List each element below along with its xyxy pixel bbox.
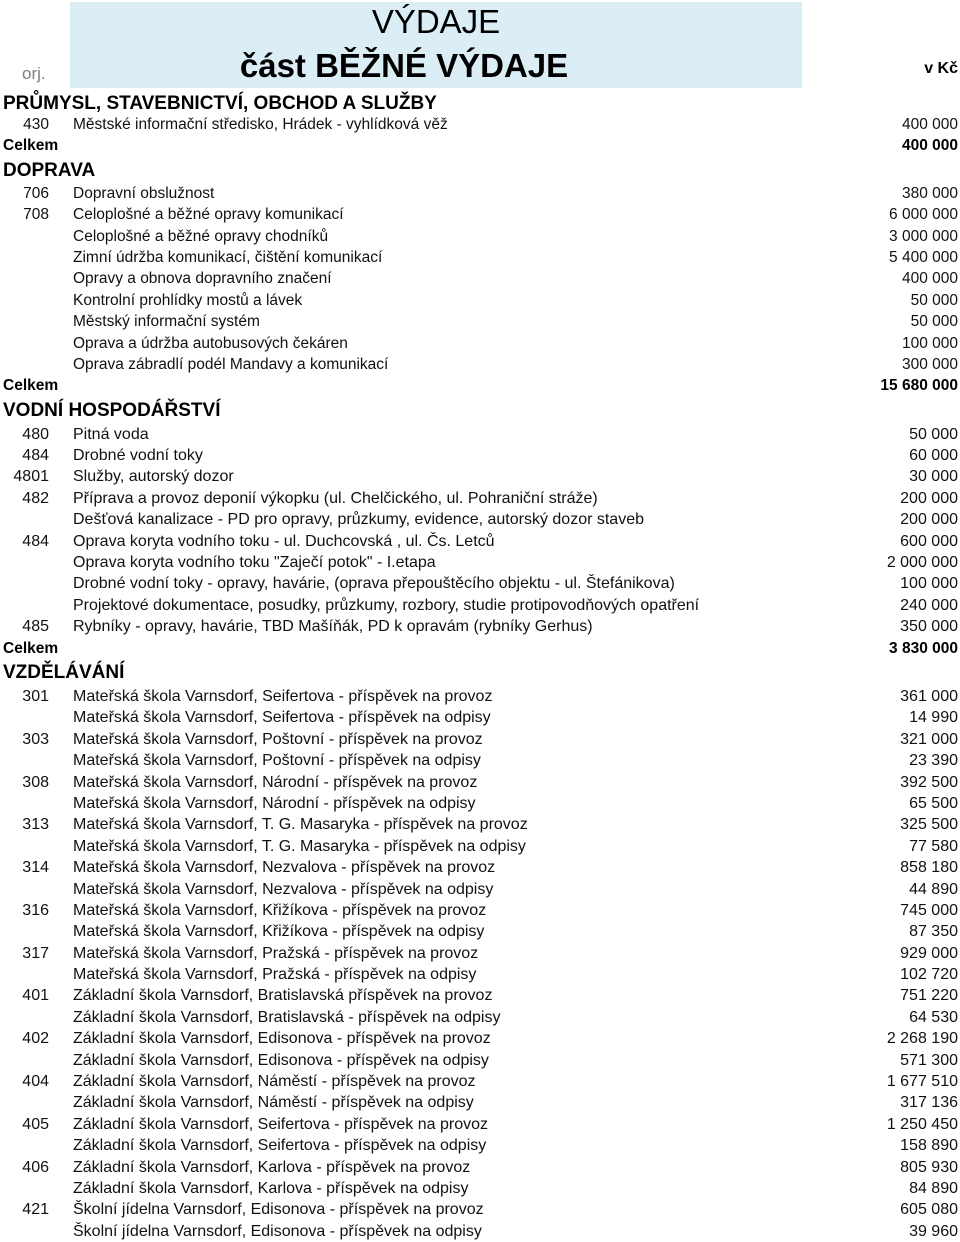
row-name: Základní škola Varnsdorf, Bratislavská - příspěvek na odpisy (73, 1008, 501, 1026)
table-row (0, 1199, 960, 1220)
table-row (0, 943, 960, 964)
table-row (0, 183, 960, 204)
table-row (0, 552, 960, 573)
row-amount: 2 268 190 (886, 1030, 958, 1048)
row-code: 4801 (13, 468, 49, 486)
table-row (0, 311, 960, 332)
row-amount: 325 500 (900, 816, 958, 834)
table-row (0, 793, 960, 814)
table-row (0, 333, 960, 354)
row-amount: 65 500 (909, 794, 958, 812)
row-amount: 23 390 (909, 752, 958, 770)
row-name: Drobné vodní toky - opravy, havárie, (oprava přepouštěcího objektu - ul. Štefánikova) (73, 575, 675, 593)
row-name: Mateřská škola Varnsdorf, T. G. Masaryka - příspěvek na provoz (73, 816, 528, 834)
table-row (0, 1114, 960, 1135)
total-label: Celkem (3, 377, 59, 395)
table-row (0, 226, 960, 247)
row-name: Školní jídelna Varnsdorf, Edisonova - příspěvek na provoz (73, 1201, 484, 1219)
row-amount: 571 300 (900, 1051, 958, 1069)
table-row (0, 290, 960, 311)
row-name: Mateřská škola Varnsdorf, Nezvalova - příspěvek na provoz (73, 859, 496, 877)
row-name: Dešťová kanalizace - PD pro opravy, průzkumy, evidence, autorský dozor staveb (73, 511, 644, 529)
row-name: Mateřská škola Varnsdorf, T. G. Masaryka - příspěvek na odpisy (73, 837, 526, 855)
row-code: 314 (22, 859, 49, 877)
row-code: 484 (22, 447, 49, 465)
row-name: Mateřská škola Varnsdorf, Nezvalova - příspěvek na odpisy (73, 880, 494, 898)
row-name: Školní jídelna Varnsdorf, Edisonova - příspěvek na odpisy (73, 1222, 482, 1240)
row-amount: 300 000 (901, 355, 958, 373)
section-title: PRŮMYSL, STAVEBNICTVÍ, OBCHOD A SLUŽBY (3, 93, 437, 114)
row-amount: 5 400 000 (889, 248, 958, 266)
table-row (0, 114, 960, 135)
table-row (0, 1007, 960, 1028)
table-row (0, 424, 960, 445)
row-code: 402 (22, 1030, 49, 1048)
row-name: Rybníky - opravy, havárie, TBD Mašíňák, PD k opravám (rybníky Gerhus) (73, 618, 593, 636)
table-row (0, 836, 960, 857)
row-amount: 1 250 450 (886, 1115, 958, 1133)
row-name: Základní škola Varnsdorf, Náměstí - příspěvek na provoz (73, 1073, 476, 1091)
row-code: 406 (22, 1158, 49, 1176)
row-name: Mateřská škola Varnsdorf, Národní - příspěvek na provoz (73, 773, 478, 791)
page-subtitle: část BĚŽNÉ VÝDAJE (239, 47, 569, 84)
section-total-row (0, 135, 960, 156)
row-code: 308 (22, 773, 49, 791)
row-amount: 400 000 (901, 116, 958, 133)
table-row (0, 531, 960, 552)
table-row (0, 247, 960, 268)
row-name: Oprava koryta vodního toku "Zaječí potok" - I.etapa (73, 554, 436, 572)
table-row (0, 509, 960, 530)
row-name: Základní škola Varnsdorf, Seifertova - příspěvek na odpisy (73, 1137, 487, 1155)
row-name: Kontrolní prohlídky mostů a lávek (73, 291, 303, 309)
row-code: 401 (22, 987, 49, 1005)
row-amount: 805 930 (900, 1158, 958, 1176)
table-row (0, 1071, 960, 1092)
row-name: Základní škola Varnsdorf, Edisonova - příspěvek na odpisy (73, 1051, 489, 1069)
row-amount: 745 000 (900, 901, 958, 919)
row-name: Mateřská škola Varnsdorf, Křižíkova - příspěvek na odpisy (73, 923, 485, 941)
table-row (0, 729, 960, 750)
row-amount: 87 350 (909, 923, 958, 941)
row-name: Mateřská škola Varnsdorf, Národní - příspěvek na odpisy (73, 794, 476, 812)
row-name: Mateřská škola Varnsdorf, Pražská - příspěvek na provoz (73, 944, 479, 962)
table-row (0, 1092, 960, 1113)
table-row (0, 1157, 960, 1178)
table-row (0, 1028, 960, 1049)
page-header (0, 0, 960, 90)
row-name: Drobné vodní toky (73, 447, 203, 465)
table-row (0, 204, 960, 225)
row-amount: 14 990 (909, 709, 958, 727)
table-row (0, 857, 960, 878)
row-code: 317 (22, 944, 49, 962)
table-row (0, 1135, 960, 1156)
row-name: Mateřská škola Varnsdorf, Seifertova - příspěvek na provoz (73, 687, 493, 705)
row-amount: 858 180 (900, 859, 958, 877)
row-name: Mateřská škola Varnsdorf, Poštovní - příspěvek na odpisy (73, 752, 481, 770)
total-label: Celkem (3, 639, 59, 657)
row-amount: 600 000 (900, 532, 958, 550)
row-amount: 929 000 (900, 944, 958, 962)
row-code: 405 (22, 1115, 49, 1133)
row-amount: 100 000 (901, 334, 958, 352)
row-amount: 392 500 (900, 773, 958, 791)
row-amount: 380 000 (901, 184, 958, 202)
row-code: 313 (22, 816, 49, 834)
row-amount: 605 080 (900, 1201, 958, 1219)
table-row (0, 879, 960, 900)
row-name: Dopravní obslužnost (73, 184, 215, 202)
row-name: Oprava a údržba autobusových čekáren (73, 334, 348, 352)
row-code: 482 (22, 489, 49, 507)
row-code: 303 (22, 730, 49, 748)
table-row (0, 445, 960, 466)
total-amount: 3 830 000 (889, 639, 958, 657)
row-amount: 60 000 (909, 447, 958, 465)
table-row (0, 985, 960, 1006)
row-amount: 200 000 (900, 511, 958, 529)
row-code: 421 (22, 1201, 49, 1219)
total-amount: 15 680 000 (880, 377, 958, 395)
row-name: Celoplošné a běžné opravy chodníků (73, 227, 329, 245)
row-name: Mateřská škola Varnsdorf, Seifertova - příspěvek na odpisy (73, 709, 491, 727)
row-name: Celoplošné a běžné opravy komunikací (73, 206, 344, 224)
row-code: 301 (22, 687, 49, 705)
section-total-row (0, 638, 960, 659)
table-row (0, 772, 960, 793)
table-row (0, 573, 960, 594)
row-amount: 240 000 (900, 596, 958, 614)
row-name: Městský informační systém (73, 313, 260, 331)
table-row (0, 1050, 960, 1071)
row-code: 480 (22, 425, 49, 443)
row-name: Projektové dokumentace, posudky, průzkumy, rozbory, studie protipovodňových opatření (73, 596, 700, 614)
table-row (0, 964, 960, 985)
row-amount: 3 000 000 (889, 227, 958, 245)
row-name: Městské informační středisko, Hrádek - vyhlídková věž (73, 116, 448, 133)
column-label-orj: orj. (22, 64, 46, 83)
row-amount: 102 720 (900, 966, 958, 984)
row-name: Základní škola Varnsdorf, Edisonova - příspěvek na provoz (73, 1030, 491, 1048)
section-title: VZDĚLÁVÁNÍ (3, 661, 125, 683)
row-name: Pitná voda (73, 425, 149, 443)
row-amount: 30 000 (909, 468, 958, 486)
row-code: 430 (23, 116, 49, 133)
row-name: Příprava a provoz deponií výkopku (ul. Chelčického, ul. Pohraniční stráže) (73, 489, 598, 507)
section-total-row (0, 375, 960, 396)
row-name: Základní škola Varnsdorf, Karlova - příspěvek na odpisy (73, 1179, 469, 1197)
row-amount: 50 000 (909, 425, 958, 443)
row-name: Oprava koryta vodního toku - ul. Duchcovská , ul. Čs. Letců (73, 532, 495, 550)
table-row (0, 268, 960, 289)
row-name: Mateřská škola Varnsdorf, Křižíkova - příspěvek na provoz (73, 901, 487, 919)
section-title: VODNÍ HOSPODÁŘSTVÍ (3, 399, 221, 421)
row-name: Základní škola Varnsdorf, Náměstí - příspěvek na odpisy (73, 1094, 474, 1112)
row-code: 485 (22, 618, 49, 636)
row-amount: 39 960 (909, 1222, 958, 1240)
row-amount: 317 136 (900, 1094, 958, 1112)
row-name: Základní škola Varnsdorf, Karlova - příspěvek na provoz (73, 1158, 471, 1176)
table-row (0, 707, 960, 728)
table-row (0, 1221, 960, 1242)
total-label: Celkem (3, 137, 59, 155)
row-name: Základní škola Varnsdorf, Bratislavská příspěvek na provoz (73, 987, 493, 1005)
row-amount: 200 000 (900, 489, 958, 507)
row-name: Opravy a obnova dopravního značení (73, 270, 332, 288)
row-amount: 50 000 (910, 313, 958, 331)
row-name: Služby, autorský dozor (73, 468, 234, 486)
budget-sections (0, 90, 960, 1242)
row-name: Základní škola Varnsdorf, Seifertova - příspěvek na provoz (73, 1115, 489, 1133)
table-row (0, 616, 960, 637)
total-amount: 400 000 (901, 137, 958, 155)
row-amount: 1 677 510 (886, 1073, 958, 1091)
row-amount: 158 890 (900, 1137, 958, 1155)
table-row (0, 466, 960, 487)
row-amount: 350 000 (900, 618, 958, 636)
row-name: Zimní údržba komunikací, čištění komunikací (73, 248, 383, 266)
row-amount: 64 530 (909, 1008, 958, 1026)
row-code: 484 (22, 532, 49, 550)
row-code: 708 (23, 206, 49, 224)
row-name: Mateřská škola Varnsdorf, Poštovní - příspěvek na provoz (73, 730, 483, 748)
table-row (0, 814, 960, 835)
row-name: Mateřská škola Varnsdorf, Pražská - příspěvek na odpisy (73, 966, 477, 984)
table-row (0, 900, 960, 921)
row-amount: 6 000 000 (889, 206, 958, 224)
table-row (0, 750, 960, 771)
row-amount: 361 000 (900, 687, 958, 705)
page-title: VÝDAJE (371, 3, 501, 40)
table-row (0, 1178, 960, 1199)
unit-label: v Kč (924, 60, 958, 77)
table-row (0, 921, 960, 942)
row-code: 706 (23, 184, 49, 202)
row-amount: 2 000 000 (886, 554, 958, 572)
table-row (0, 354, 960, 375)
row-amount: 84 890 (909, 1179, 958, 1197)
section-title: DOPRAVA (3, 159, 96, 181)
table-row (0, 595, 960, 616)
row-amount: 44 890 (909, 880, 958, 898)
table-row (0, 686, 960, 707)
table-row (0, 488, 960, 509)
row-amount: 321 000 (900, 730, 958, 748)
row-code: 404 (22, 1073, 49, 1091)
row-code: 316 (22, 901, 49, 919)
row-amount: 100 000 (900, 575, 958, 593)
row-amount: 751 220 (900, 987, 958, 1005)
row-amount: 50 000 (910, 291, 958, 309)
row-amount: 400 000 (901, 270, 958, 288)
row-amount: 77 580 (909, 837, 958, 855)
row-name: Oprava zábradlí podél Mandavy a komunikací (73, 355, 389, 373)
